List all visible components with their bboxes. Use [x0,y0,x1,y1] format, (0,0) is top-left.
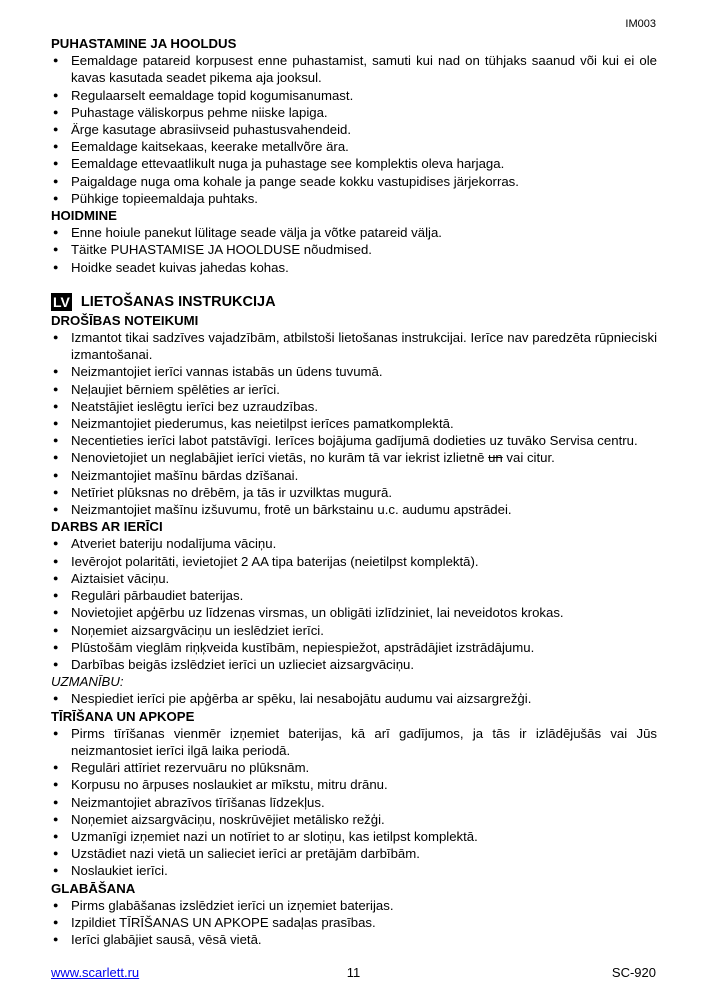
bullet-icon: ● [53,124,59,135]
bullet-icon: ● [53,400,59,411]
website-link[interactable]: www.scarlett.ru [51,965,140,980]
section-title-lv-cleaning: TĪRĪŠANA UN APKOPE [51,708,195,724]
list-item: ● Plūstošām vieglām riņķveida kustībām, nepiespiežot, apstrādājiet izstrādājumu. [53,639,535,655]
list-item: ● Nenovietojiet un neglabājiet ierīci vietās, no kurām tā var iekrist izlietnē un vai citur. [53,450,555,466]
bullet-icon: ● [53,641,59,652]
list-item: ● Aiztaisiet vāciņu. [53,570,170,586]
section-title-lv-storage: GLABĀŠANA [51,880,136,896]
list-item: ● Necentieties ierīci labot patstāvīgi. Ierīces bojājuma gadījumā dodieties uz tuvāko Servisa centru. [53,433,638,449]
bullet-icon: ● [53,590,59,601]
list-item: ● Ierīci glabājiet sausā, vēsā vietā. [53,932,262,948]
list-item: ● Uzstādiet nazi vietā un salieciet ierīci ar pretājām darbībām. [53,846,420,862]
bullet-icon: ● [53,555,59,566]
bullet-icon: ● [53,55,59,66]
bullet-icon: ● [53,727,59,738]
list-item: ● Hoidke seadet kuivas jahedas kohas. [53,259,289,275]
section-title-et-cleaning: PUHASTAMINE JA HOOLDUS [51,36,237,51]
list-et-storage [51,224,657,276]
bullet-icon: ● [53,658,59,669]
list-item: ● Enne hoiule panekut lülitage seade välja ja võtke patareid välja. [53,225,442,241]
page-content [51,35,657,948]
section-title-lv-caution: UZMANĪBU: [51,674,124,690]
list-item: ● Neatstājiet ieslēgtu ierīci bez uzraudzības. [53,398,319,414]
list-item: ● Regulaarselt eemaldage topid kogumisanumast. [53,87,354,103]
list-item: ● Neļaujiet bērniem spēlēties ar ierīci. [53,381,280,397]
bullet-icon: ● [53,813,59,824]
page-footer [51,965,656,981]
bullet-icon: ● [53,261,59,272]
bullet-icon: ● [53,452,59,463]
list-item: ● Pühkige topieemaldaja puhtaks. [53,190,258,206]
list-item: ● Eemaldage patareid korpusest enne puhastamist, samuti kui nad on tühjaks saanud või kui ei ole kavas kasutada seadet pikema aja jooksul. [53,53,657,86]
bullet-icon: ● [53,332,59,343]
bullet-icon: ● [53,796,59,807]
list-lv-caution [51,690,657,707]
list-item: ● Paigaldage nuga oma kohale ja pange seade kokku vastupidises järjekorras. [53,173,519,189]
bullet-icon: ● [53,469,59,480]
list-item: ● Pirms tīrīšanas vienmēr izņemiet baterijas, kā arī gadījumos, ja tās ir izlādējušās vai Jūs neizmantosiet ierīci ilgā laika periodā. [53,725,657,758]
page-number: 11 [346,965,361,980]
list-item: ● Noslaukiet ierīci. [53,863,168,879]
bullet-icon: ● [53,538,59,549]
section-title-lv-safety: DROŠĪBAS NOTEIKUMI [51,312,199,328]
bullet-icon: ● [53,899,59,910]
bullet-icon: ● [53,366,59,377]
list-item: ● Pirms glabāšanas izslēdziet ierīci un izņemiet baterijas. [53,897,394,913]
bullet-icon: ● [53,779,59,790]
list-item: ● Noņemiet aizsargvāciņu un ieslēdziet ierīci. [53,622,324,638]
bullet-icon: ● [53,624,59,635]
bullet-icon: ● [53,486,59,497]
list-lv-operation [51,535,657,673]
bullet-icon: ● [53,916,59,927]
list-item: ● Noņemiet aizsargvāciņu, noskrūvējiet metālisko režģi. [53,811,385,827]
language-header-lv [51,293,657,312]
list-item: ● Izpildiet TĪRĪŠANAS UN APKOPE sadaļas prasības. [53,914,376,930]
list-item: ● Puhastage väliskorpus pehme niiske lapiga. [53,104,328,120]
list-item: ● Darbības beigās izslēdziet ierīci un uzlieciet aizsargvāciņu. [53,656,415,672]
list-item: ● Täitke PUHASTAMISE JA HOOLDUSE nõudmised. [53,242,372,258]
struck-text: un [488,450,503,466]
list-item: ● Neizmantojiet mašīnu bārdas dzīšanai. [53,467,299,483]
list-lv-cleaning [51,725,657,880]
bullet-icon: ● [53,141,59,152]
list-item: ● Nespiediet ierīci pie apģērba ar spēku, lai nesabojātu audumu vai aizsargrežģi. [53,691,532,707]
bullet-icon: ● [53,227,59,238]
bullet-icon: ● [53,383,59,394]
list-item: ● Uzmanīgi izņemiet nazi un notīriet to ar slotiņu, kas ietilpst komplektā. [53,828,478,844]
list-item: ● Regulāri attīriet rezervuāru no plūksnām. [53,760,310,776]
section-title-et-storage: HOIDMINE [51,208,117,224]
document-code: IM003 [625,18,656,30]
list-item: ● Regulāri pārbaudiet baterijas. [53,588,244,604]
language-badge: LV [53,294,70,311]
bullet-icon: ● [53,106,59,117]
bullet-icon: ● [53,504,59,515]
bullet-icon: ● [53,158,59,169]
list-item: ● Neizmantojiet abrazīvos tīrīšanas līdzekļus. [53,794,325,810]
list-item: ● Eemaldage ettevaatlikult nuga ja puhastage see komplektis oleva harjaga. [53,156,505,172]
bullet-icon: ● [53,830,59,841]
list-item: ● Ärge kasutage abrasiivseid puhastusvahendeid. [53,122,352,138]
list-item: ● Neizmantojiet mašīnu izšuvumu, frotē un bārkstainu u.c. audumu apstrādei. [53,502,512,518]
list-item: ● Korpusu no ārpuses noslaukiet ar mīkstu, mitru drānu. [53,777,388,793]
bullet-icon: ● [53,934,59,945]
list-item: ● Netīriet plūksnas no drēbēm, ja tās ir uzvilktas mugurā. [53,484,393,500]
bullet-icon: ● [53,192,59,203]
list-item: ● Izmantot tikai sadzīves vajadzībām, atbilstoši lietošanas instrukcijai. Ierīce nav paredzēta rūpnieciski izmantošanai. [53,330,657,363]
bullet-icon: ● [53,848,59,859]
bullet-icon: ● [53,418,59,429]
bullet-icon: ● [53,244,59,255]
list-item: ● Atveriet bateriju nodalījuma vāciņu. [53,536,277,552]
list-lv-storage [51,897,657,949]
bullet-icon: ● [53,762,59,773]
list-item: ● Novietojiet apģērbu uz līdzenas virsmas, un obligāti izlīdziniet, lai neveidotos krokas. [53,605,564,621]
bullet-icon: ● [53,175,59,186]
bullet-icon: ● [53,693,59,704]
model-number: SC-920 [611,965,656,980]
bullet-icon: ● [53,865,59,876]
section-title-lv-operation: DARBS AR IERĪCI [51,519,163,535]
list-et-cleaning [51,52,657,207]
list-item: ● Neizmantojiet ierīci vannas istabās un ūdens tuvumā. [53,364,383,380]
list-item: ● Neizmantojiet piederumus, kas neietilpst ierīces pamatkomplektā. [53,416,454,432]
bullet-icon: ● [53,435,59,446]
list-lv-safety [51,329,657,518]
list-item: ● Ievērojot polaritāti, ievietojiet 2 AA tipa baterijas (neietilpst komplektā). [53,553,479,569]
bullet-icon: ● [53,572,59,583]
list-item: ● Eemaldage kaitsekaas, keerake metallvõre ära. [53,139,349,155]
bullet-icon: ● [53,607,59,618]
bullet-icon: ● [53,89,59,100]
manual-title: LIETOŠANAS INSTRUKCIJA [80,293,276,310]
